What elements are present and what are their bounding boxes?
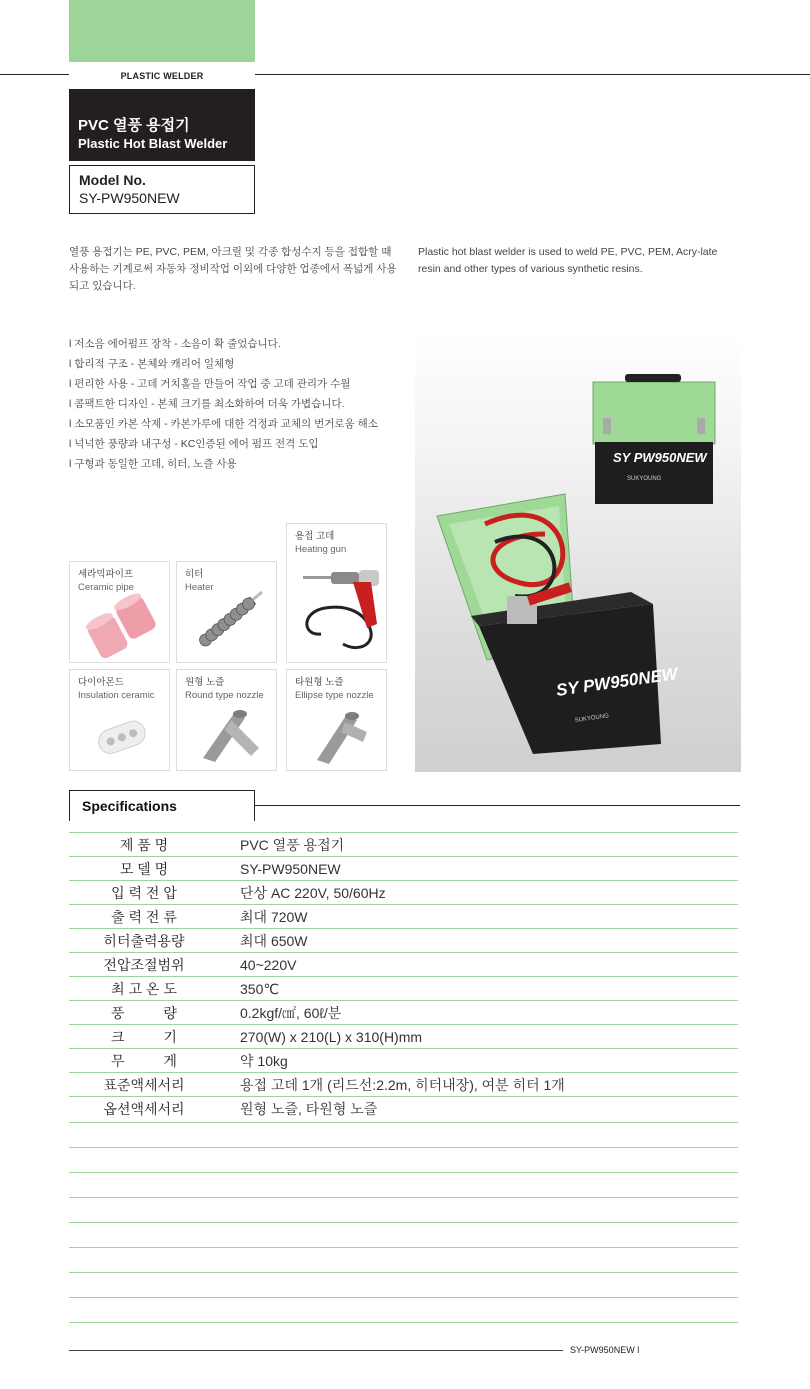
- row-divider: [69, 1122, 738, 1123]
- spec-label: 표준액세서리: [103, 1077, 185, 1093]
- part-name-en: Ellipse type nozzle: [295, 690, 374, 701]
- spec-label: 제 품 명: [119, 837, 169, 853]
- row-divider: [69, 1197, 738, 1198]
- feature-item: l 구형과 동일한 고데, 히터, 노즐 사용: [69, 458, 237, 470]
- row-divider: [69, 1048, 738, 1049]
- spec-value: 270(W) x 210(L) x 310(H)mm: [240, 1029, 423, 1045]
- row-divider: [69, 1297, 738, 1298]
- feature-list-korean: [69, 334, 378, 474]
- part-name-en: Heating gun: [295, 544, 347, 555]
- spec-label: 출 력 전 류: [111, 909, 177, 925]
- part-name-en: Insulation ceramic: [78, 690, 155, 701]
- row-divider: [69, 928, 738, 929]
- spec-value: SY-PW950NEW: [240, 861, 341, 877]
- row-divider: [69, 1247, 738, 1248]
- row-divider: [69, 1172, 738, 1173]
- spec-value: 용접 고데 1개 (리드선:2.2m, 히터내장), 여분 히터 1개: [240, 1077, 565, 1093]
- feature-item: l 합리적 구조 - 본체와 캐리어 일체형: [69, 358, 235, 370]
- spec-value: 약 10kg: [240, 1053, 288, 1069]
- brand-label-large: SY PW950NEW: [554, 664, 679, 700]
- part-name-en: Ceramic pipe: [78, 582, 134, 593]
- title-box: [69, 89, 255, 161]
- row-divider: [69, 1024, 738, 1025]
- spec-label: 모 델 명: [119, 861, 169, 877]
- model-number: SY-PW950NEW: [79, 190, 180, 206]
- row-divider: [69, 1272, 738, 1273]
- spec-label: 크 기: [111, 1029, 177, 1045]
- spec-value: 40~220V: [240, 957, 297, 973]
- row-divider: [69, 880, 738, 881]
- model-label: Model No.: [79, 172, 146, 188]
- spec-label: 전압조절범위: [103, 957, 185, 973]
- part-name-ko: 원형 노즐: [185, 677, 225, 688]
- row-divider: [69, 832, 738, 833]
- maker-label-small: SUKYOUNG: [627, 476, 662, 482]
- part-name-ko: 용접 고데: [295, 531, 335, 542]
- part-name-ko: 다이아몬드: [78, 677, 124, 688]
- spec-label: 옵션액세서리: [103, 1101, 185, 1117]
- part-name-ko: 히터: [185, 569, 204, 580]
- part-card-insulation-ceramic: [69, 669, 170, 771]
- spec-value: 350℃: [240, 981, 280, 997]
- spec-label: 입 력 전 압: [111, 885, 177, 901]
- welder-machine-icon: [415, 334, 741, 772]
- row-divider: [69, 1147, 738, 1148]
- part-card-heater: [176, 561, 277, 663]
- model-box: [69, 165, 255, 214]
- header-accent-bar: [69, 0, 255, 62]
- description-korean: 열풍 용접기는 PE, PVC, PEM, 아크릴 및 각종 합성수지 등을 접합할 때 사용하는 기계로써 자동차 정비작업 이외에 다양한 업종에서 폭넓게 사용되고 있습니다.: [69, 246, 397, 292]
- spec-label: 히터출력용량: [103, 933, 185, 949]
- row-divider: [69, 1222, 738, 1223]
- description-english: Plastic hot blast welder is used to weld PE, PVC, PEM, Acry-late resin and other types of various synthetic resins.: [418, 246, 718, 275]
- part-card-heating-gun: [286, 523, 387, 663]
- row-divider: [69, 976, 738, 977]
- feature-item: l 편리한 사용 - 고데 거치홀을 만들어 작업 중 고데 관리가 수월: [69, 378, 351, 390]
- part-card-ellipse-nozzle: [286, 669, 387, 771]
- part-name-ko: 타원형 노즐: [295, 677, 344, 688]
- feature-item: l 소모품인 카본 삭제 - 카본가루에 대한 걱정과 교체의 번거로움 해소: [69, 418, 378, 430]
- feature-item: l 넉넉한 풍량과 내구성 - KC인증된 에어 펌프 전격 도입: [69, 438, 319, 450]
- part-name-en: Heater: [185, 582, 214, 593]
- spec-value: 0.2kgf/㎠, 60ℓ/분: [240, 1005, 342, 1021]
- spec-value: 단상 AC 220V, 50/60Hz: [240, 885, 386, 901]
- row-divider: [69, 1096, 738, 1097]
- part-card-round-nozzle: [176, 669, 277, 771]
- product-photo: [415, 334, 741, 772]
- row-divider: [69, 1072, 738, 1073]
- spec-value: PVC 열풍 용접기: [240, 837, 345, 853]
- brand-label-small: SY PW950NEW: [613, 450, 707, 465]
- category-label: PLASTIC WELDER: [69, 68, 255, 84]
- spec-value: 최대 650W: [240, 933, 308, 949]
- spec-label: 무 게: [111, 1053, 177, 1069]
- row-divider: [69, 952, 738, 953]
- feature-item: l 콤팩트한 디자인 - 본체 크기를 최소화하여 더욱 가볍습니다.: [69, 398, 345, 410]
- title-korean: PVC 열풍 용접기: [78, 117, 190, 134]
- footer-divider: [69, 1350, 563, 1351]
- title-english: Plastic Hot Blast Welder: [78, 136, 228, 151]
- row-divider: [69, 856, 738, 857]
- feature-item: l 저소음 에어펌프 장착 - 소음이 확 줄었습니다.: [69, 338, 281, 350]
- spec-value: 최대 720W: [240, 909, 308, 925]
- part-name-ko: 세라믹파이프: [78, 569, 134, 580]
- spec-label: 풍 량: [111, 1005, 177, 1021]
- spec-heading: Specifications: [69, 790, 255, 821]
- part-name-en: Round type nozzle: [185, 690, 264, 701]
- part-card-ceramic-pipe: [69, 561, 170, 663]
- spec-label: 최 고 온 도: [111, 981, 177, 997]
- row-divider: [69, 904, 738, 905]
- row-divider: [69, 1000, 738, 1001]
- footer-model-label: SY-PW950NEW l: [570, 1345, 640, 1355]
- row-divider: [69, 1322, 738, 1323]
- spec-value: 원형 노즐, 타원형 노즐: [240, 1101, 378, 1117]
- maker-label-large: SUKYOUNG: [574, 713, 610, 724]
